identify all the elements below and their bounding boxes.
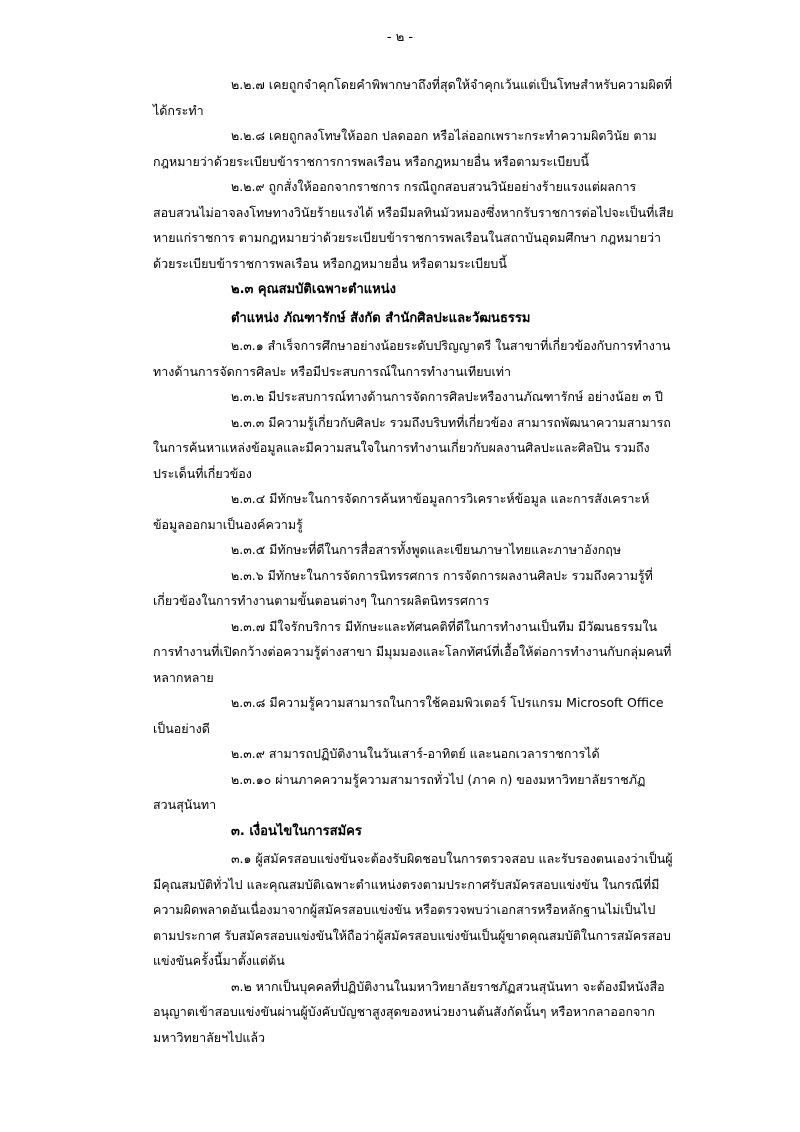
item-2-3-2: ๒.๓.๒ มีประสบการณ์ทางด้านการจัดการศิลปะหรืองานภัณฑารักษ์ อย่างน้อย ๓ ปี: [231, 389, 663, 404]
paragraph-2-2-8: ๒.๒.๘ เคยถูกลงโทษให้ออก ปลดออก หรือไล่ออกเพราะกระทำความผิดวินัย ตามกฎหมายว่าด้วยระเบียบข้าราชการการพลเรือน หรือกฎหมายอื่น หรือตามระเบียบนี้: [153, 128, 657, 169]
section-3-heading: ๓. เงื่อนไขในการสมัคร: [231, 823, 362, 839]
page-number: - ๒ -: [386, 30, 414, 45]
item-3-1: ๓.๑ ผู้สมัครสอบแข่งขันจะต้องรับผิดชอบในการตรวจสอบ และรับรองตนเองว่าเป็นผู้มีคุณสมบัติทั่วไป และคุณสมบัติเฉพาะตำแหน่งตรงตามประกาศรับสมัครสอบแข่งขัน ในกรณีที่มีความผิดพลาดอันเนื่องมาจากผู้สมัครสอบแข่งขัน หรือตรวจพบว่าเอกสารหรือหลักฐานไม่เป็นไปตามประกาศ รับสมัครสอบแข่งขันให้ถือว่าผู้สมัครสอบแข่งขันเป็นผู้ขาดคุณสมบัติในการสมัครสอบแข่งขันครั้งนี้มาตั้งแต่ต้น: [153, 851, 673, 968]
item-2-3-3: ๒.๓.๓ มีความรู้เกี่ยวกับศิลปะ รวมถึงบริบทที่เกี่ยวข้อง สามารถพัฒนาความสามารถในการค้นหาแหล่งข้อมูลและมีความสนใจในการทำงานเกี่ยวกับผลงานศิลปะและศิลปิน รวมถึงประเด็นที่เกี่ยวข้อง: [153, 414, 671, 481]
document-body: [153, 72, 675, 1050]
item-2-3-4: ๒.๓.๔ มีทักษะในการจัดการค้นหาข้อมูลการวิเคราะห์ข้อมูล และการสังเคราะห์ข้อมูลออกมาเป็นองค์ความรู้: [153, 491, 650, 532]
paragraph-2-2-9: ๒.๒.๙ ถูกสั่งให้ออกจากราชการ กรณีถูกสอบสวนวินัยอย่างร้ายแรงแต่ผลการสอบสวนไม่อาจลงโทษทางวินัยร้ายแรงได้ หรือมีมลทินมัวหมองซึ่งหากรับราชการต่อไปจะเป็นที่เสียหายแก่ราชการ ตามกฎหมายว่าด้วยระเบียบข้าราชการพลเรือนในสถาบันอุดมศึกษา กฎหมายว่าด้วยระเบียบข้าราชการพลเรือน หรือกฎหมายอื่น หรือตามระเบียบนี้: [153, 179, 674, 271]
item-2-3-5: ๒.๓.๕ มีทักษะที่ดีในการสื่อสารทั้งพูดและเขียนภาษาไทยและภาษาอังกฤษ: [231, 542, 622, 557]
item-2-3-10: ๒.๓.๑๐ ผ่านภาคความรู้ความสามารถทั่วไป (ภาค ก) ของมหาวิทยาลัยราชภัฏสวนสุนันทา: [153, 771, 646, 812]
item-2-3-1: ๒.๓.๑ สำเร็จการศึกษาอย่างน้อยระดับปริญญาตรี ในสาขาที่เกี่ยวข้องกับการทำงานทางด้านการจัดการศิลปะ หรือมีประสบการณ์ในการทำงานเทียบเท่า: [153, 338, 671, 379]
item-2-3-6: ๒.๓.๖ มีทักษะในการจัดการนิทรรศการ การจัดการผลงานศิลปะ รวมถึงความรู้ที่เกี่ยวข้องในการทำงานตามขั้นตอนต่างๆ ในการผลิตนิทรรศการ: [153, 567, 653, 608]
item-2-3-9: ๒.๓.๙ สามารถปฏิบัติงานในวันเสาร์-อาทิตย์ และนอกเวลาราชการได้: [231, 746, 600, 761]
item-2-3-8: ๒.๓.๘ มีความรู้ความสามารถในการใช้คอมพิวเตอร์ โปรแกรม Microsoft Office เป็นอย่างดี: [153, 695, 664, 736]
position-heading: ตำแหน่ง ภัณฑารักษ์ สังกัด สำนักศิลปะและวัฒนธรรม: [231, 310, 531, 326]
item-3-2: ๓.๒ หากเป็นบุคคลที่ปฏิบัติงานในมหาวิทยาลัยราชภัฏสวนสุนันทา จะต้องมีหนังสืออนุญาตเข้าสอบแข่งขันผ่านผู้บังคับบัญชาสูงสุดของหน่วยงานต้นสังกัดนั้นๆ หรือหากลาออกจากมหาวิทยาลัยฯไปแล้ว: [153, 978, 665, 1045]
section-2-3-heading: ๒.๓ คุณสมบัติเฉพาะตำแหน่ง: [231, 282, 396, 297]
paragraph-2-2-7: ๒.๒.๗ เคยถูกจำคุกโดยคำพิพากษาถึงที่สุดให้จำคุกเว้นแต่เป็นโทษสำหรับความผิดที่ได้กระทำ: [153, 77, 673, 118]
item-2-3-7: ๒.๓.๗ มีใจรักบริการ มีทักษะและทัศนคติที่ดีในการทำงานเป็นทีม มีวัฒนธรรมในการทำงานที่เปิดกว้างต่อความรู้ต่างสาขา มีมุมมองและโลกทัศน์ที่เอื้อให้ต่อการทำงานกับกลุ่มคนที่หลากหลาย: [153, 618, 672, 685]
